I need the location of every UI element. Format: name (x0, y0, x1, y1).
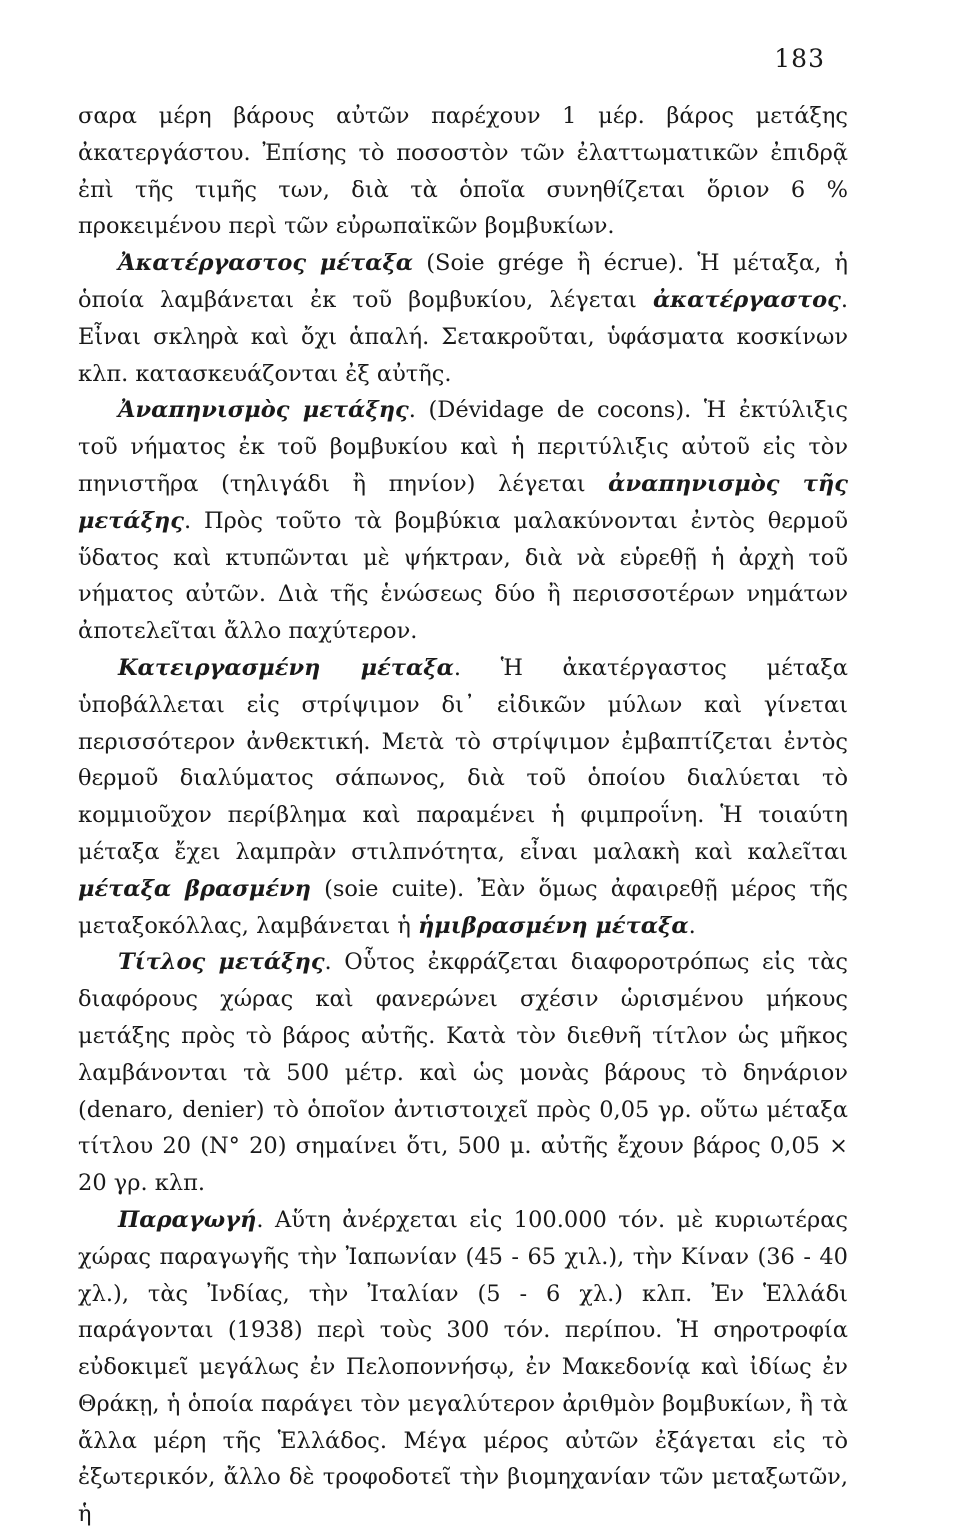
section-heading: Ἀναπηνισμὸς μετάξης (118, 397, 409, 424)
term-emphasis: ἀκατέργαστος (652, 286, 841, 313)
paragraph-production (78, 1202, 848, 1533)
paragraph-silk-title (78, 944, 848, 1202)
paragraph-text: . (688, 912, 696, 939)
section-heading: Παραγωγή (118, 1206, 257, 1233)
page-number: 183 (774, 44, 825, 73)
section-heading: Τίτλος μετάξης (118, 949, 325, 976)
paragraph-text: (soie cuite). Ἐὰν ὅμως ἀφαιρεθῇ μέρος τῆς μεταξοκόλλας, λαμβάνεται ἡ (78, 875, 848, 939)
paragraph-text: . Ἡ ἀκατέργαστος μέταξα ὑποβάλλεται εἰς στρίψιμον δι᾿ εἰδικῶν μύλων καὶ γίνεται περισσότερον ἀνθεκτική. Μετὰ τὸ στρίψιμον ἐμβαπτίζεται ἐντὸς θερμοῦ διαλύματος σάπωνος, διὰ τοῦ ὁποίου διαλύεται τὸ κομμιοῦχον περίβλημα καὶ παραμένει ἡ φιμπροΐνη. Ἡ τοιαύτη μέταξα ἔχει λαμπρὰν στιλπνότητα, εἶναι μαλακὴ καὶ καλεῖται (78, 654, 848, 865)
paragraph-text: . Εἶναι σκληρὰ καὶ ὄχι ἁπαλή. Σετακροῦται, ὑφάσματα κοσκίνων κλπ. κατασκευάζονται ἐξ αὐτῆς. (78, 286, 848, 387)
paragraph-reeling (78, 392, 848, 650)
paragraph-text: . Οὗτος ἐκφράζεται διαφοροτρόπως εἰς τὰς διαφόρους χώρας καὶ φανερώνει σχέσιν ὡρισμένου μήκους μετάξης πρὸς τὸ βάρος αὐτῆς. Κατὰ τὸν διεθνῆ τίτλον ὡς μῆκος λαμβάνονται τὰ 500 μέτρ. καὶ ὡς μονὰς βάρους τὸ δηνάριον (denaro, denier) τὸ ὁποῖον ἀντιστοιχεῖ πρὸς 0,05 γρ. οὕτω μέταξα τίτλου 20 (N° 20) σημαίνει ὅτι, 500 μ. αὐτῆς ἔχουν βάρος 0,05 × 20 γρ. κλπ. (78, 949, 848, 1197)
paragraph-raw-silk (78, 245, 848, 392)
paragraph-text: (Soie grége ἢ écrue). Ἡ μέταξα, ἡ ὁποία λαμβάνεται ἐκ τοῦ βομβυκίου, λέγεται (78, 250, 848, 313)
page-body (78, 98, 848, 1533)
term-emphasis: μέταξα βρασμένη (78, 875, 311, 902)
section-heading: Κατειργασμένη μέταξα (118, 654, 454, 681)
paragraph-text: . Αὕτη ἀνέρχεται εἰς 100.000 τόν. μὲ κυριωτέρας χώρας παραγωγῆς τὴν Ἰαπωνίαν (45 - 65 χιλ.), τὴν Κίναν (36 - 40 χλ.), τὰς Ἰνδίας, τὴν Ἰταλίαν (5 - 6 χλ.) κλπ. Ἐν Ἑλλάδι παράγονται (1938) περὶ τοὺς 300 τόν. περίπου. Ἡ σηροτροφία εὐδοκιμεῖ μεγάλως ἐν Πελοποννήσῳ, ἐν Μακεδονίᾳ καὶ ἰδίως ἐν Θράκῃ, ἡ ὁποία παράγει τὸν μεγαλύτερον ἀριθμὸν βομβυκίων, ἢ τὰ ἄλλα μέρη τῆς Ἑλλάδος. Μέγα μέρος αὐτῶν ἐξάγεται εἰς τὸ ἐξωτερικόν, ἄλλο δὲ τροφοδοτεῖ τὴν βιομηχανίαν τῶν μεταξωτῶν, ἡ (78, 1206, 848, 1528)
paragraph-processed-silk (78, 650, 848, 944)
paragraph-text: . Πρὸς τοῦτο τὰ βομβύκια μαλακύνονται ἐντὸς θερμοῦ ὕδατος καὶ κτυπῶνται μὲ ψήκτραν, διὰ νὰ εὑρεθῇ ἡ ἀρχὴ τοῦ νήματος αὐτῶν. Διὰ τῆς ἑνώσεως δύο ἢ περισσοτέρων νημάτων ἀποτελεῖται ἄλλο παχύτερον. (78, 507, 848, 645)
term-emphasis: ἡμιβρασμένη μέταξα (417, 912, 689, 939)
term-emphasis: ἀναπηνισμὸς τῆς μετάξης (78, 470, 848, 534)
section-heading: Ἀκατέργαστος μέταξα (118, 250, 414, 277)
paragraph-text: σαρα μέρη βάρους αὐτῶν παρέχουν 1 μέρ. βάρος μετάξης ἀκατεργάστου. Ἐπίσης τὸ ποσοστὸν τῶν ἐλαττωματικῶν ἐπιδρᾷ ἐπὶ τῆς τιμῆς των, διὰ τὰ ὁποῖα συνηθίζεται ὅριον 6 % προκειμένου περὶ τῶν εὐρωπαϊκῶν βομβυκίων. (78, 103, 848, 240)
paragraph-text: . (Dévidage de cocons). Ἡ ἐκτύλιξις τοῦ νήματος ἐκ τοῦ βομβυκίου καὶ ἡ περιτύλιξις αὐτοῦ εἰς τὸν πηνιστῆρα (τηλιγάδι ἢ πηνίον) λέγεται (78, 397, 848, 497)
paragraph-continuation (78, 98, 848, 245)
